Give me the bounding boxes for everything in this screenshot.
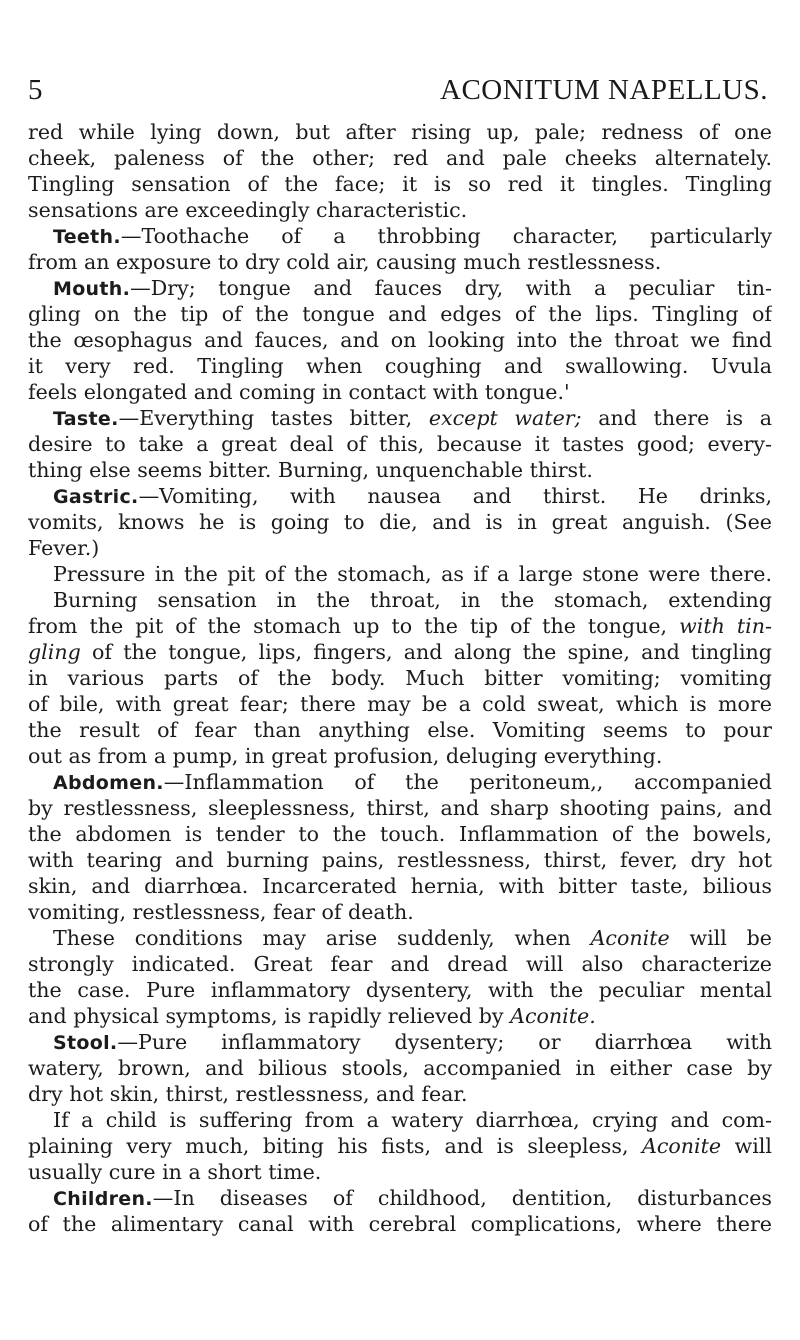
- text-line: the abdomen is tender to the touch. Inflammation of the bowels,: [28, 822, 772, 846]
- text-line: sensations are exceedingly characteristic.: [28, 198, 468, 222]
- text-line: gling of the tongue, lips, fingers, and along the spine, and tingling: [28, 640, 772, 664]
- text-line: the œsophagus and fauces, and on looking into the throat we find: [28, 328, 772, 352]
- section-heading-abdomen: Abdomen.: [53, 772, 164, 794]
- text-line: Tingling sensation of the face; it is so red it tingles. Tingling: [28, 172, 772, 196]
- section-heading-teeth: Teeth.: [53, 226, 121, 248]
- text-line: of bile, with great fear; there may be a cold sweat, which is more: [28, 692, 772, 716]
- text-line: gling on the tip of the tongue and edges of the lips. Tingling of: [28, 302, 772, 326]
- text-line: vomits, knows he is going to die, and is in great anguish. (See: [28, 510, 772, 534]
- text-line: Abdomen.—Inflammation of the peritoneum,, accompanied: [53, 770, 772, 794]
- text-line: Mouth.—Dry; tongue and fauces dry, with a peculiar tin-: [53, 276, 772, 300]
- text-line: vomiting, restlessness, fear of death.: [28, 900, 414, 924]
- section-heading-stool: Stool.: [53, 1032, 118, 1054]
- text-line: Fever.): [28, 536, 100, 560]
- text-line: Taste.—Everything tastes bitter, except water; and there is a: [53, 406, 772, 430]
- text-line: dry hot skin, thirst, restlessness, and fear.: [28, 1082, 468, 1106]
- book-page: [28, 0, 772, 1340]
- running-title: ACONITUM NAPELLUS.: [440, 74, 768, 106]
- text-line: strongly indicated. Great fear and dread will also characterize: [28, 952, 772, 976]
- text-line: in various parts of the body. Much bitter vomiting; vomiting: [28, 666, 772, 690]
- text-line: Burning sensation in the throat, in the stomach, extending: [53, 588, 772, 612]
- text-line: plaining very much, biting his fists, and is sleepless, Aconite will: [28, 1134, 772, 1158]
- section-heading-taste: Taste.: [53, 408, 119, 430]
- text-line: Stool.—Pure inflammatory dysentery; or diarrhœa with: [53, 1030, 772, 1054]
- text-line: the case. Pure inflammatory dysentery, with the peculiar mental: [28, 978, 772, 1002]
- text-line: usually cure in a short time.: [28, 1160, 322, 1184]
- section-heading-mouth: Mouth.: [53, 278, 131, 300]
- text-line: skin, and diarrhœa. Incarcerated hernia, with bitter taste, bilious: [28, 874, 772, 898]
- page-number: 5: [28, 74, 43, 106]
- body-text: [28, 119, 772, 1237]
- text-line: and physical symptoms, is rapidly relieved by Aconite.: [28, 1004, 596, 1028]
- text-line: watery, brown, and bilious stools, accompanied in either case by: [28, 1056, 772, 1080]
- text-line: by restlessness, sleeplessness, thirst, and sharp shooting pains, and: [28, 796, 772, 820]
- text-line: red while lying down, but after rising up, pale; redness of one: [28, 120, 772, 144]
- text-line: feels elongated and coming in contact with tongue.': [28, 380, 570, 404]
- text-line: from an exposure to dry cold air, causing much restlessness.: [28, 250, 662, 274]
- running-header: [28, 74, 772, 108]
- text-line: Pressure in the pit of the stomach, as if a large stone were there.: [53, 562, 772, 586]
- text-line: desire to take a great deal of this, because it tastes good; every-: [28, 432, 772, 456]
- text-line: cheek, paleness of the other; red and pale cheeks alternately.: [28, 146, 772, 170]
- text-line: Teeth.—Toothache of a throbbing character, particularly: [53, 224, 772, 248]
- text-line: out as from a pump, in great profusion, deluging everything.: [28, 744, 663, 768]
- text-line: thing else seems bitter. Burning, unquenchable thirst.: [28, 458, 593, 482]
- text-line: Gastric.—Vomiting, with nausea and thirst. He drinks,: [53, 484, 772, 508]
- section-heading-children: Children.: [53, 1188, 153, 1210]
- text-line: If a child is suffering from a watery diarrhœa, crying and com-: [53, 1108, 772, 1132]
- text-line: the result of fear than anything else. Vomiting seems to pour: [28, 718, 772, 742]
- text-line: from the pit of the stomach up to the tip of the tongue, with tin-: [28, 614, 772, 638]
- text-line: These conditions may arise suddenly, when Aconite will be: [53, 926, 772, 950]
- text-line: Children.—In diseases of childhood, dentition, disturbances: [53, 1186, 772, 1210]
- text-line: it very red. Tingling when coughing and swallowing. Uvula: [28, 354, 772, 378]
- text-line: with tearing and burning pains, restlessness, thirst, fever, dry hot: [28, 848, 772, 872]
- section-heading-gastric: Gastric.: [53, 486, 139, 508]
- text-line: of the alimentary canal with cerebral complications, where there: [28, 1212, 772, 1236]
